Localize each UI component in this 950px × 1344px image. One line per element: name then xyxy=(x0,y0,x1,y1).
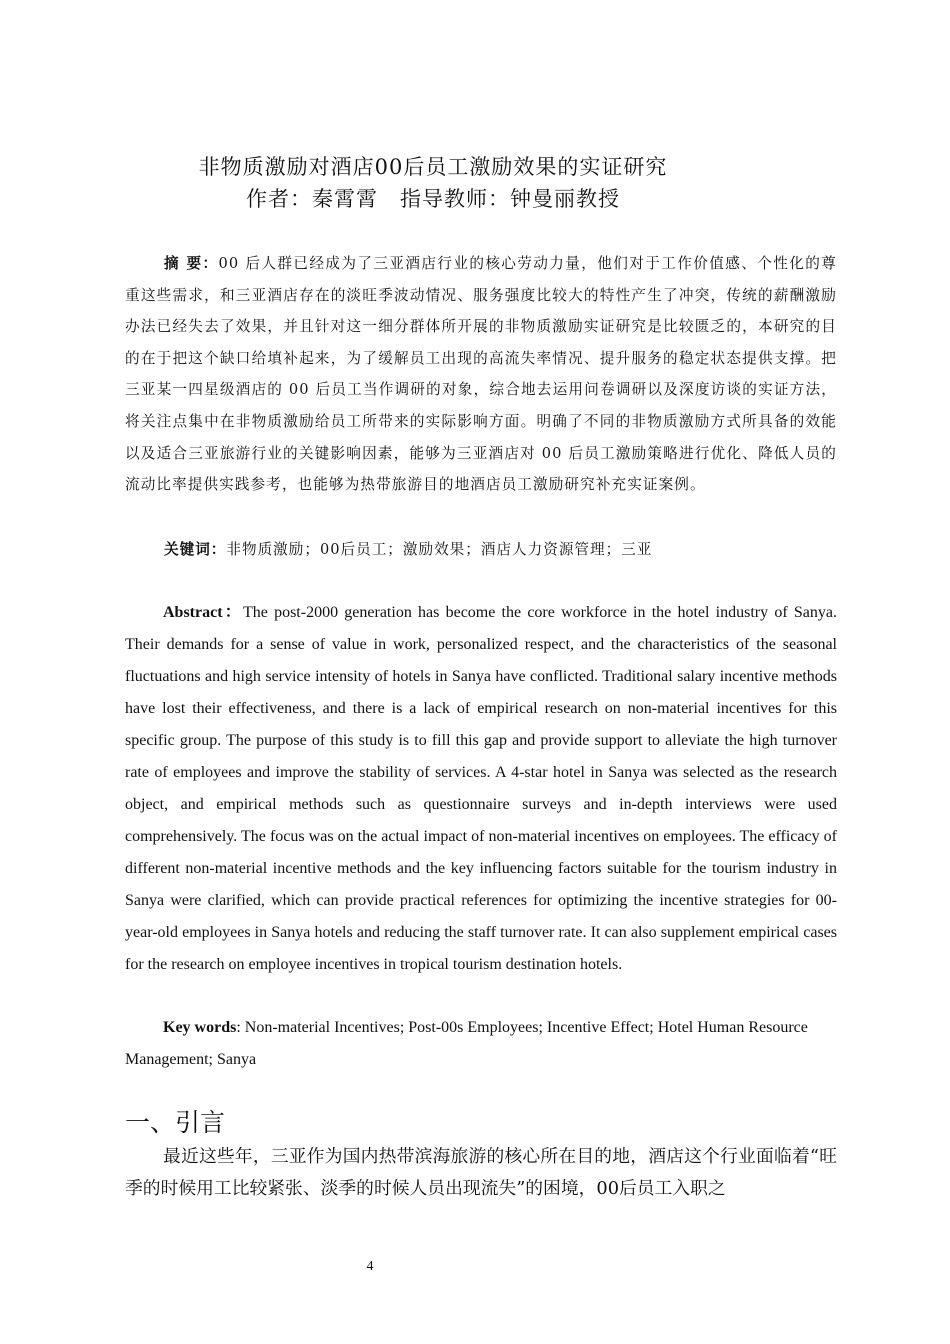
chinese-keywords-text: 非物质激励；00后员工；激励效果；酒店人力资源管理；三亚 xyxy=(226,541,653,558)
english-keywords-text: : Non-material Incentives; Post-00s Employees; Incentive Effect; Hotel Human Resource Management; Sanya xyxy=(125,1019,808,1068)
author-line: 作者：秦霄霄 指导教师：钟曼丽教授 xyxy=(246,187,620,211)
chinese-abstract-label: 摘 要： xyxy=(164,255,219,272)
english-abstract-label: Abstract： xyxy=(163,604,243,621)
page-number: 4 xyxy=(366,1259,374,1274)
chinese-keywords xyxy=(125,534,837,565)
english-abstract xyxy=(125,597,837,981)
english-keywords xyxy=(125,1012,837,1075)
english-abstract-text: The post-2000 generation has become the core workforce in the hotel industry of Sanya. Their demands for a sense of value in work, personalized respect, and the characteristics of the seasonal fluctuations and high service intensity of hotels in Sanya have conflicted. Traditional salary incentive methods have lost their effectiveness, and there is a lack of empirical research on non-material incentives for this specific group. The purpose of this study is to fill this gap and provide support to alleviate the high turnover rate of employees and improve the stability of services. A 4-star hotel in Sanya was selected as the research object, and empirical methods such as questionnaire surveys and in-depth interviews were used comprehensively. The focus was on the actual impact of non-material incentives on employees. The efficacy of different non-material incentive methods and the key influencing factors suitable for the tourism industry in Sanya were clarified, which can provide practical references for optimizing the incentive strategies for 00-year-old employees in Sanya hotels and reducing the staff turnover rate. It can also supplement empirical cases for the research on employee incentives in tropical tourism destination hotels. xyxy=(125,604,837,973)
chinese-abstract-text: 00 后人群已经成为了三亚酒店行业的核心劳动力量，他们对于工作价值感、个性化的尊重这些需求，和三亚酒店存在的淡旺季波动情况、服务强度比较大的特性产生了冲突，传统的薪酬激励办法已经失去了效果，并且针对这一细分群体所开展的非物质激励实证研究是比较匮乏的，本研究的目的在于把这个缺口给填补起来，为了缓解员工出现的高流失率情况、提升服务的稳定状态提供支撑。把三亚某一四星级酒店的 00 后员工当作调研的对象，综合地去运用问卷调研以及深度访谈的实证方法，将关注点集中在非物质激励给员工所带来的实际影响方面。明确了不同的非物质激励方式所具备的效能以及适合三亚旅游行业的关键影响因素，能够为三亚酒店对 00 后员工激励策略进行优化、降低人员的流动比率提供实践参考，也能够为热带旅游目的地酒店员工激励研究补充实证案例。 xyxy=(125,255,838,494)
introduction-paragraph: 最近这些年，三亚作为国内热带滨海旅游的核心所在目的地，酒店这个行业面临着“旺季的时候用工比较紧张、淡季的时候人员出现流失”的困境，00后员工入职之 xyxy=(125,1146,837,1199)
chinese-keywords-label: 关键词： xyxy=(164,541,227,558)
english-keywords-label: Key words xyxy=(163,1019,237,1036)
chinese-abstract xyxy=(125,248,837,501)
section-heading-introduction: 一、引言 xyxy=(125,1108,226,1137)
paper-title: 非物质激励对酒店00后员工激励效果的实证研究 xyxy=(198,155,668,179)
